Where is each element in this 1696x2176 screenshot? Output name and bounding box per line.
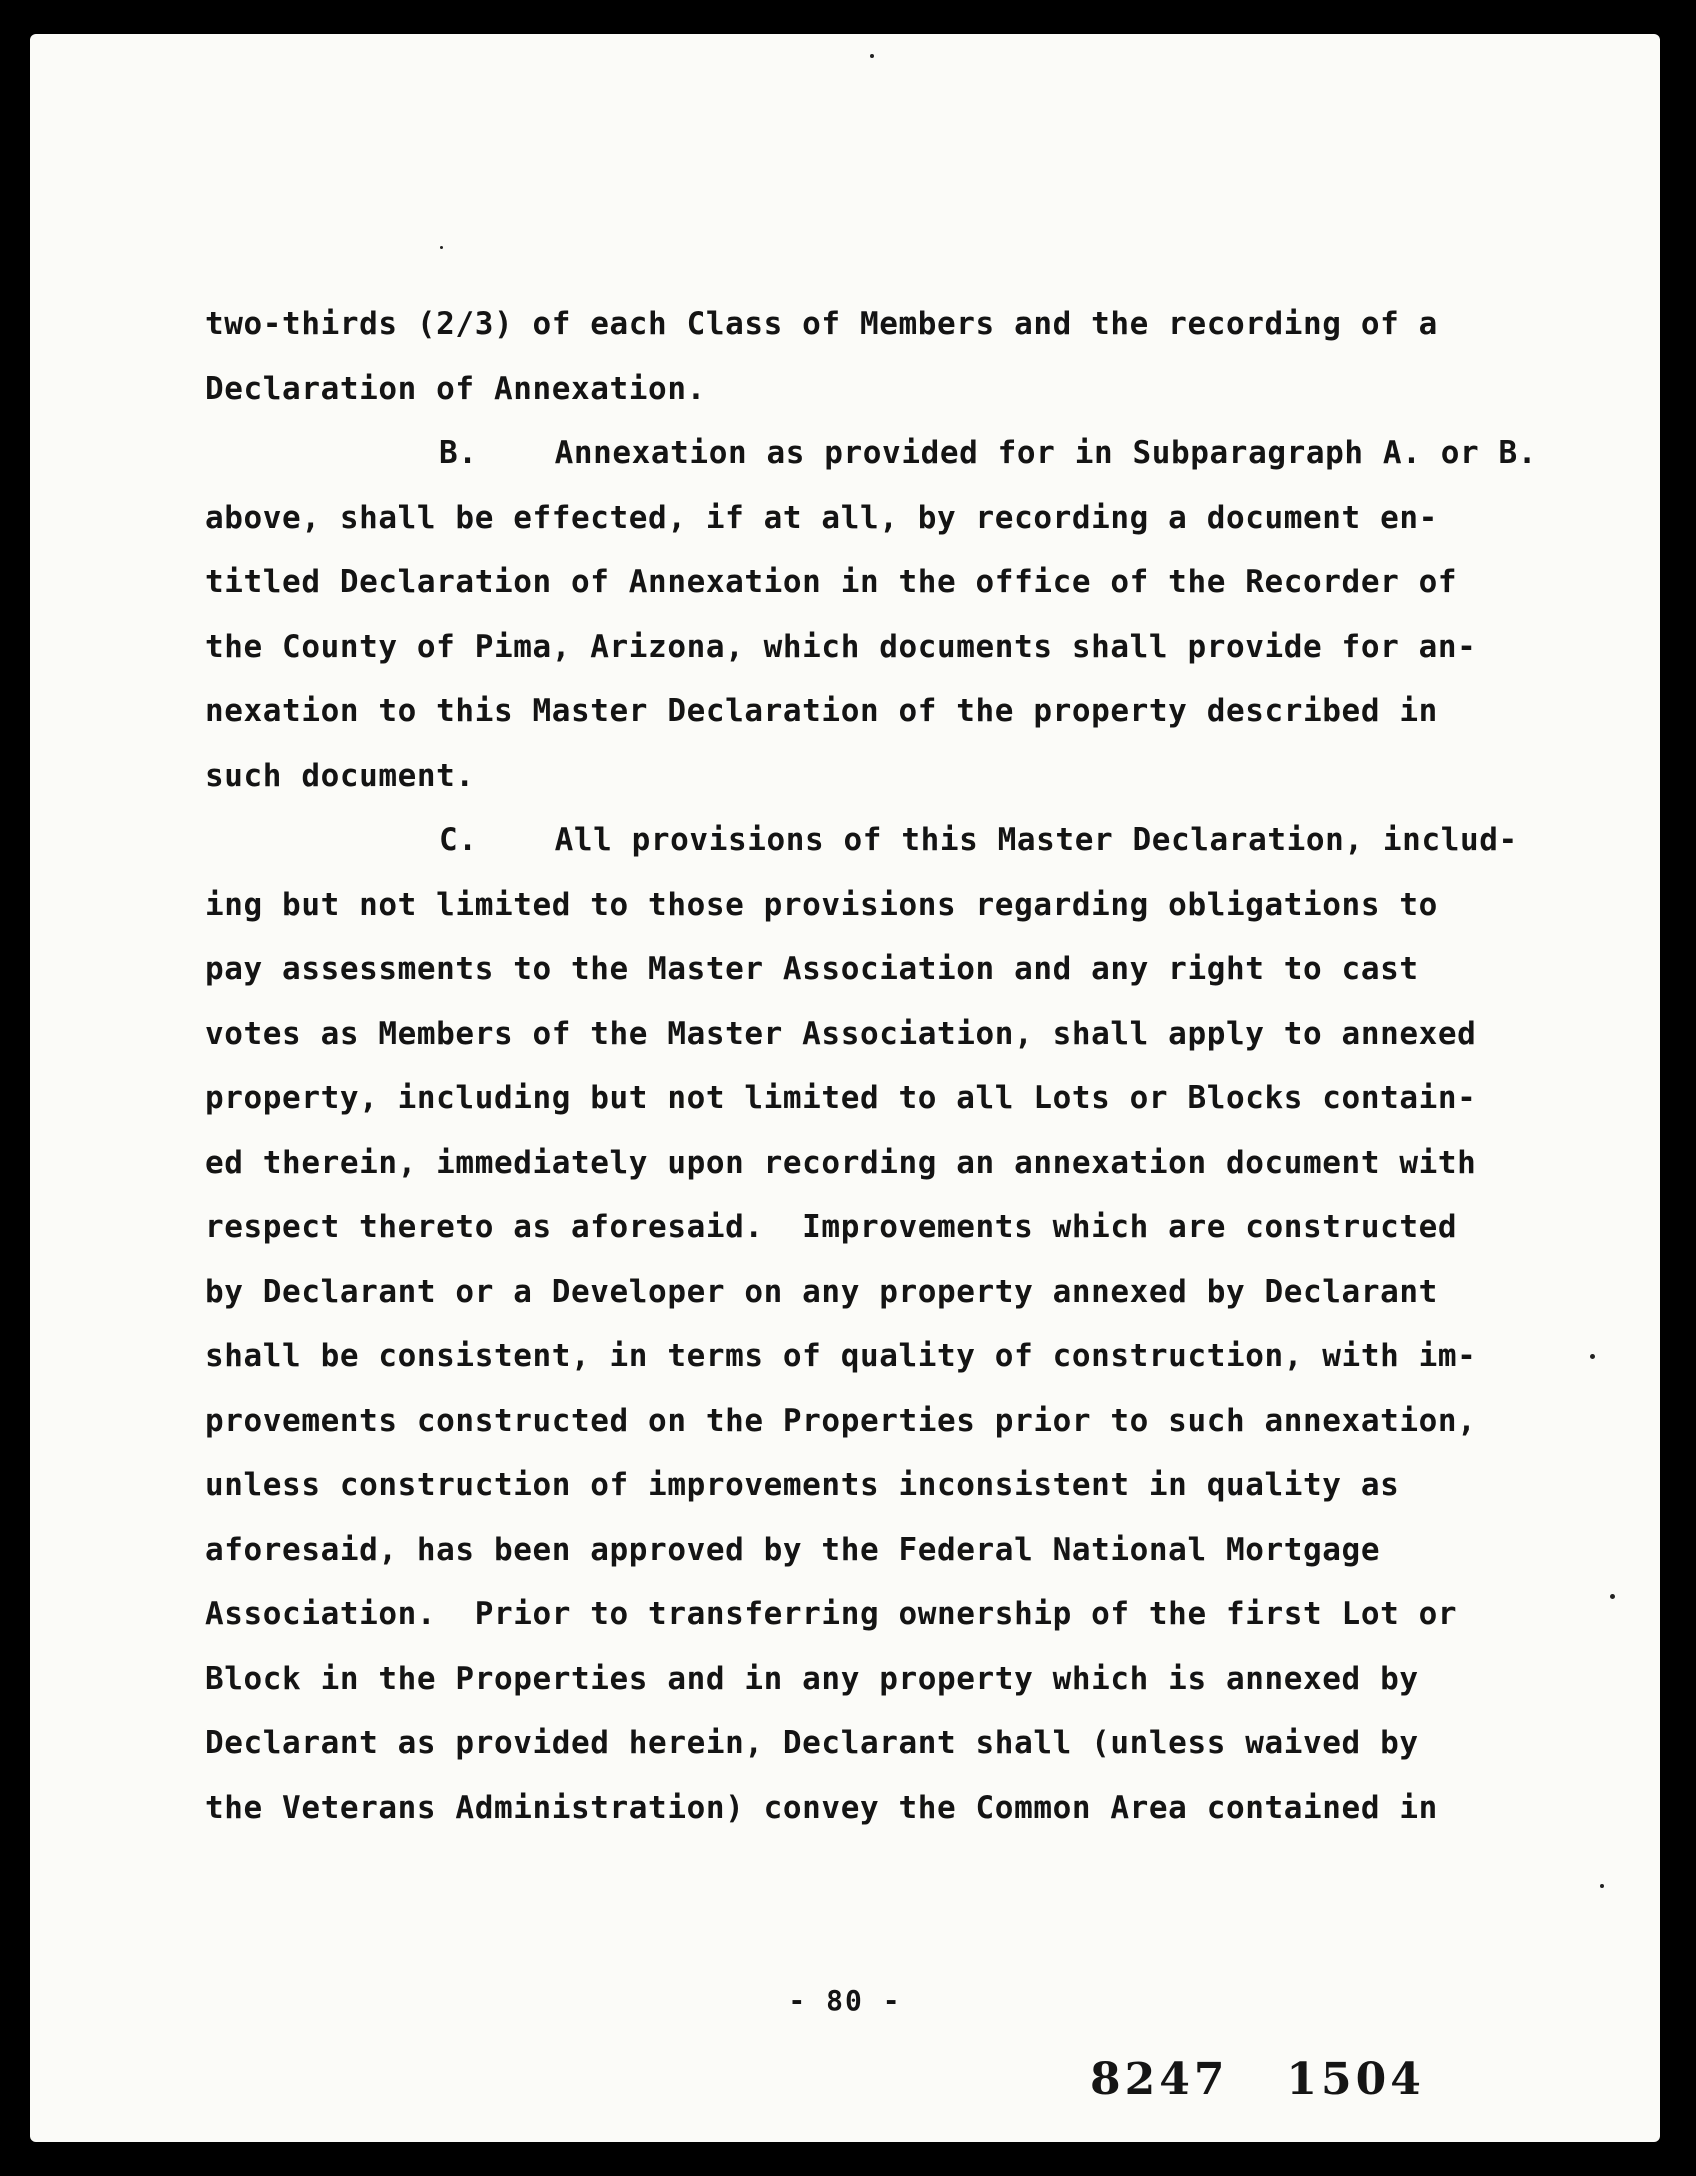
recording-book-page: 8247 1504 xyxy=(1090,2054,1425,2105)
page-number: - 80 - xyxy=(788,1984,902,2017)
text-line: votes as Members of the Master Association, shall apply to annexed xyxy=(205,1015,1477,1052)
text-line: shall be consistent, in terms of quality of construction, with im- xyxy=(205,1338,1477,1374)
text-line: property, including but not limited to all Lots or Blocks contain- xyxy=(205,1080,1477,1116)
text-line: Declarant as provided herein, Declarant shall (unless waived by xyxy=(205,1725,1419,1761)
document-page xyxy=(30,34,1660,2142)
text-line: such document. xyxy=(205,757,475,794)
text-line: the Veterans Administration) convey the Common Area contained in xyxy=(205,1789,1438,1826)
text-line: nexation to this Master Declaration of the property described in xyxy=(205,693,1438,729)
text-line: respect thereto as aforesaid. Improvements which are constructed xyxy=(205,1209,1458,1245)
paragraph-b-start: B. Annexation as provided for in Subparagraph A. or B. xyxy=(439,435,1538,471)
binding-shadow xyxy=(0,1540,26,1660)
scan-speck xyxy=(1610,1594,1615,1599)
text-line: pay assessments to the Master Association and any right to cast xyxy=(205,951,1419,987)
paragraph-c-start: C. All provisions of this Master Declaration, includ- xyxy=(439,822,1518,858)
text-line: aforesaid, has been approved by the Federal National Mortgage xyxy=(205,1531,1381,1568)
body-text xyxy=(205,292,1545,1840)
text-line: ing but not limited to those provisions regarding obligations to xyxy=(205,886,1438,923)
text-line: titled Declaration of Annexation in the office of the Recorder of xyxy=(205,564,1458,600)
text-line: above, shall be effected, if at all, by recording a document en- xyxy=(205,499,1438,536)
text-line: Association. Prior to transferring ownership of the first Lot or xyxy=(205,1596,1458,1632)
text-line: provements constructed on the Properties prior to such annexation, xyxy=(205,1402,1477,1439)
text-line: Block in the Properties and in any property which is annexed by xyxy=(205,1660,1419,1697)
text-line: the County of Pima, Arizona, which documents shall provide for an- xyxy=(205,628,1477,665)
text-line: two-thirds (2/3) of each Class of Members and the recording of a xyxy=(205,306,1438,342)
text-line: by Declarant or a Developer on any property annexed by Declarant xyxy=(205,1273,1438,1310)
scan-speck xyxy=(1590,1354,1595,1359)
text-line: ed therein, immediately upon recording an annexation document with xyxy=(205,1144,1477,1181)
scan-speck xyxy=(440,246,443,249)
scan-speck xyxy=(1600,1884,1604,1888)
scan-speck xyxy=(870,54,874,58)
text-line: Declaration of Annexation. xyxy=(205,370,706,407)
text-line: unless construction of improvements inconsistent in quality as xyxy=(205,1467,1400,1503)
